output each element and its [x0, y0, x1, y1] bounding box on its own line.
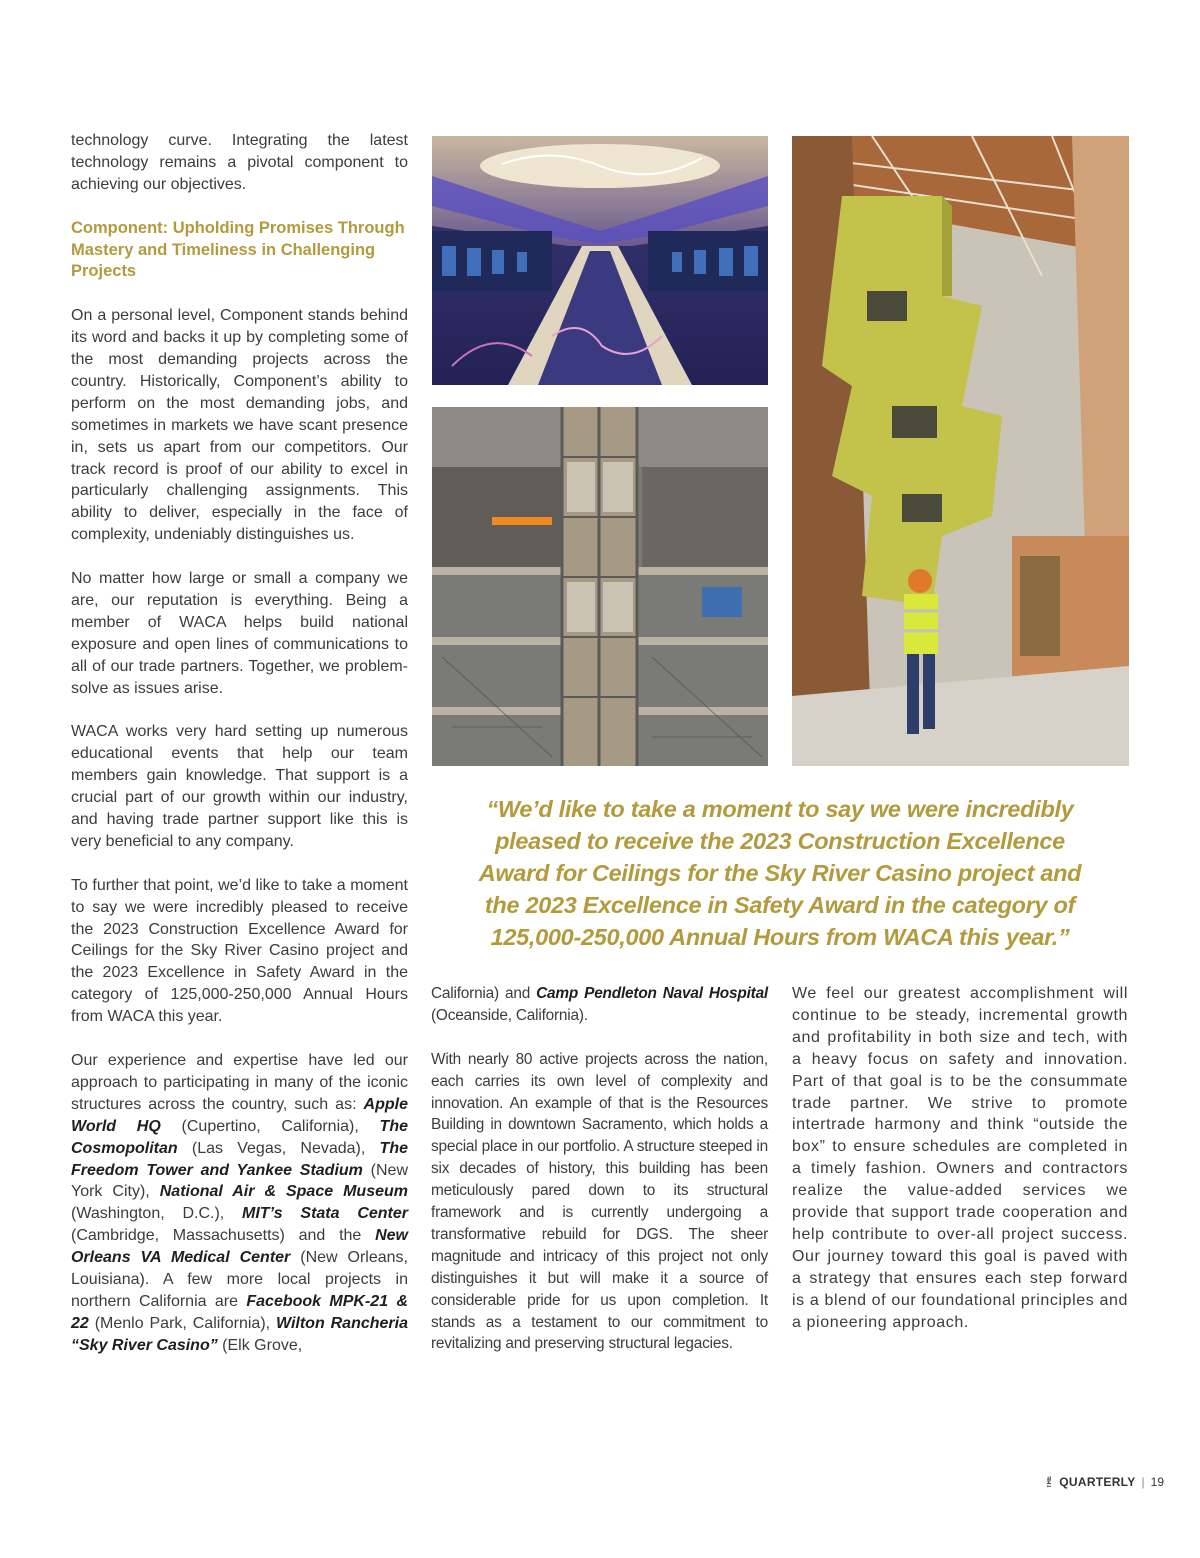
- project-camp-pendleton: Camp Pendleton Naval Hospital: [536, 985, 769, 1002]
- pull-quote: “We’d like to take a moment to say we were incredibly pleased to receive the 2023 Construction Excellence Award for Ceilings for the Sky River Casino project and the 2023 Excellence in Safety Award in the category of 125,000-250,000 Annual Hours from WACA this year.”: [478, 796, 1082, 950]
- text-run: Our experience and expertise have led our approach to participating in many of the iconic structures across the country, such as:: [71, 1051, 408, 1113]
- page-number: 19: [1150, 1475, 1164, 1489]
- project-new-orleans-va: New Orleans VA Medical Center: [71, 1227, 408, 1267]
- paragraph-waca-membership: No matter how large or small a company we are, our reputation is everything. Being a member of WACA helps build national exposure and open lines of communications to all of our trade partners. Together, we problem-solve as issues arise.: [71, 570, 408, 697]
- text-run: (Oceanside, California).: [431, 1006, 588, 1024]
- project-cosmopolitan: The Cosmopolitan: [71, 1117, 408, 1157]
- text-run: (Cupertino, California),: [160, 1117, 380, 1135]
- text-run: (Washington, D.C.),: [71, 1205, 243, 1223]
- text-run: (New York City),: [71, 1161, 409, 1201]
- paragraph-awards: To further that point, we’d like to take a moment to say we were incredibly pleased to receive the 2023 Construction Excellence Award for Ceilings for the Sky River Casino project and the 2023 Excellence in Safety Award in the category of 125,000-250,000 Annual Hours from WACA this year.: [71, 876, 408, 1026]
- paragraph-reputation: On a personal level, Component stands behind its word and backs it up by completing some of the most demanding projects across the country. Historically, Component’s ability to perform on the most demanding jobs, and sometimes in markets we have scant presence in, sets us apart from our competitors. Our track record is proof of our ability to excel in particularly challenging assignments. This ability to deliver, especially in the face of complexity, undeniably distinguishes us.: [71, 307, 408, 544]
- project-air-space-museum: National Air & Space Museum: [159, 1183, 409, 1201]
- text-run: (Las Vegas, Nevada),: [177, 1139, 380, 1157]
- footer-the: THE: [1047, 1476, 1054, 1488]
- text-run: (Elk Grove,: [217, 1336, 303, 1354]
- paragraph-accomplishment: We feel our greatest accomplishment will continue to be steady, incremental growth and profitability in both size and tech, with a heavy focus on safety and innovation. Part of that goal is to be the consummate trade partner. We strive to promote intertrade harmony and think “outside the box” to ensure schedules are completed in a timely fashion. Owners and contractors realize the value-added services we provide that support trade cooperation and help contribute to over-all project success. Our journey toward this goal is paved with a strategy that ensures each step forward is a blend of our foundational principles and a pioneering approach.: [792, 985, 1128, 1331]
- text-run: (New Orleans, Louisiana). A few more local projects in northern California are: [71, 1249, 409, 1310]
- section-heading: Component: Upholding Promises Through Mastery and Timeliness in Challenging Projects: [71, 218, 405, 281]
- project-mit-stata: MIT’s Stata Center: [242, 1205, 408, 1223]
- right-column: [792, 983, 1128, 1355]
- paragraph-projects: [71, 1050, 408, 1357]
- publication-name: QUARTERLY: [1059, 1475, 1136, 1489]
- project-facebook: Facebook MPK-21 & 22: [71, 1292, 409, 1332]
- middle-column: [431, 983, 768, 1377]
- paragraph-education: WACA works very hard setting up numerous educational events that help our team members gain knowledge. That support is a crucial part of our growth within our industry, and having trade partner support like this is very beneficial to any company.: [71, 723, 408, 850]
- project-freedom-tower: The Freedom Tower and Yankee Stadium: [71, 1139, 408, 1179]
- paragraph-camp-pendleton: [431, 983, 768, 1027]
- project-sky-river: Wilton Rancheria “Sky River Casino”: [71, 1314, 408, 1354]
- project-apple: Apple World HQ: [71, 1095, 408, 1135]
- paragraph-resources-building: With nearly 80 active projects across the nation, each carries its own level of complexity and innovation. An example of that is the Resources Building in downtown Sacramento, which holds a special place in our portfolio. A structure steeped in six decades of history, this building has been meticulously pared down to its structural framework and is currently undergoing a transformative rebuild for DGS. The sheer magnitude and intricacy of this project not only distinguishes it but will make it a source of considerable pride for us upon completion. It stands as a testament to our commitment to revitalizing and preserving structural legacies.: [431, 1050, 768, 1353]
- casino-interior-photo: [432, 136, 768, 385]
- atrium-worker-photo: [792, 136, 1129, 766]
- text-run: (Cambridge, Massachusetts) and the: [71, 1227, 376, 1245]
- page-footer: [1047, 1475, 1164, 1489]
- construction-site-photo: [432, 407, 768, 766]
- text-run: (Menlo Park, California),: [88, 1314, 276, 1332]
- text-run: California) and: [431, 985, 537, 1002]
- intro-paragraph: technology curve. Integrating the latest technology remains a pivotal component to achieving our objectives.: [71, 132, 408, 193]
- footer-separator: |: [1141, 1475, 1145, 1489]
- left-column: [71, 130, 408, 1357]
